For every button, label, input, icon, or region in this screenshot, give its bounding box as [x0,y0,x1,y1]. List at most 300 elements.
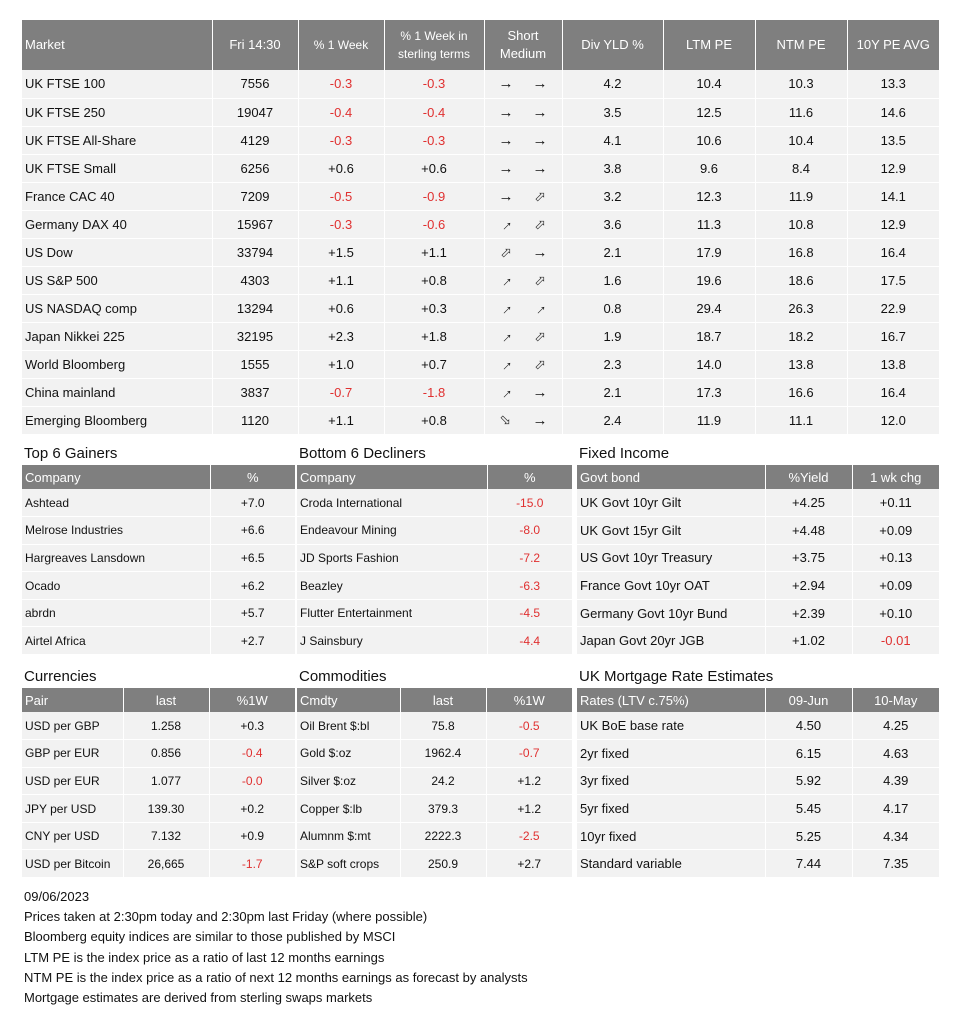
currency [22,767,295,795]
currencies-header-row [22,688,295,712]
decliners-col-company: Company [297,465,487,489]
bond-yield: +4.25 [765,489,852,517]
market-ntm-pe: 26.3 [755,294,847,322]
gainer [22,572,295,600]
decliners-body [297,489,572,655]
market-ntm-pe: 11.1 [755,406,847,434]
market-sterling-change: -0.9 [384,182,484,210]
decliner-name: Beazley [297,572,487,600]
mortgage-name: 5yr fixed [577,795,765,823]
market-div-yield: 2.3 [562,350,663,378]
market-week-change: +1.0 [298,350,384,378]
market-value: 3837 [212,378,298,406]
market-week-change: +0.6 [298,154,384,182]
sterling-header-line2: sterling terms [397,47,471,61]
decliner-pct: -15.0 [487,489,572,517]
mortgage-b: 7.35 [852,850,939,878]
commodity [297,795,572,823]
medium-header: Medium [499,46,547,61]
market-week-change: -0.3 [298,210,384,238]
gainers-header-row [22,465,295,489]
market-10y-pe-avg: 12.9 [847,210,939,238]
market-trend-arrows [484,182,562,210]
market-ltm-pe: 17.3 [663,378,755,406]
market-week-change: +1.1 [298,266,384,294]
market-sterling-change: -0.3 [384,126,484,154]
market-div-yield: 3.6 [562,210,663,238]
gainer-pct: +6.6 [210,517,295,545]
market-ntm-pe: 13.8 [755,350,847,378]
market-sterling-change: +0.7 [384,350,484,378]
mortgage-b: 4.39 [852,767,939,795]
note-line: Mortgage estimates are derived from sterling swaps markets [24,990,373,1006]
market-10y-pe-avg: 17.5 [847,266,939,294]
market-trend-arrows [484,350,562,378]
gainer [22,489,295,517]
bond-chg: +0.09 [852,572,939,600]
decliner-name: Endeavour Mining [297,517,487,545]
market-col-div: Div YLD % [562,20,663,70]
currency [22,740,295,768]
cmd-col-chg: %1W [486,688,572,712]
commodity-name: S&P soft crops [297,850,400,878]
arrow-up-right-icon: → [494,268,517,292]
market-sterling-change: -0.3 [384,70,484,98]
gainer [22,599,295,627]
decliner-name: JD Sports Fashion [297,544,487,572]
mortgage-a: 4.50 [765,712,852,740]
currency-chg: +0.3 [209,712,295,740]
fixed-income-table [577,465,939,655]
market-div-yield: 1.6 [562,266,663,294]
commodity-name: Silver $:oz [297,767,400,795]
market-trend-arrows [484,378,562,406]
bond-chg: -0.01 [852,627,939,655]
mortgage-b: 4.34 [852,822,939,850]
bond-chg: +0.11 [852,489,939,517]
market-10y-pe-avg: 22.9 [847,294,939,322]
currency-name: USD per Bitcoin [22,850,123,878]
gainer-pct: +7.0 [210,489,295,517]
commodity-last: 24.2 [400,767,486,795]
cmd-col-cmdty: Cmdty [297,688,400,712]
bond [577,599,939,627]
market-sterling-change: +0.3 [384,294,484,322]
market-ntm-pe: 8.4 [755,154,847,182]
gainers-body [22,489,295,655]
currency [22,850,295,878]
market-value: 7209 [212,182,298,210]
market-row [22,350,939,378]
market-sterling-change: +0.8 [384,406,484,434]
arrow-right-icon: → [498,187,514,205]
market-ltm-pe: 14.0 [663,350,755,378]
sterling-header-line1: % 1 Week in [400,29,468,43]
currency-last: 0.856 [123,740,209,768]
curr-col-last: last [123,688,209,712]
mort-col-rates: Rates (LTV c.75%) [577,688,765,712]
arrow-right-icon: → [498,75,514,93]
arrow-up-right-icon: → [494,212,517,236]
market-div-yield: 3.5 [562,98,663,126]
market-div-yield: 4.1 [562,126,663,154]
bond-name: UK Govt 15yr Gilt [577,517,765,545]
arrow-up-right-icon: → [494,380,517,404]
bond-yield: +3.75 [765,544,852,572]
commodities-header-row [297,688,572,712]
market-sterling-change: +0.8 [384,266,484,294]
decliner-name: Croda International [297,489,487,517]
commodity [297,712,572,740]
market-trend-arrows [484,210,562,238]
arrow-right-icon: → [532,103,548,121]
market-10y-pe-avg: 14.6 [847,98,939,126]
bond [577,544,939,572]
market-trend-arrows [484,70,562,98]
gainer-pct: +6.2 [210,572,295,600]
market-value: 4129 [212,126,298,154]
market-value: 19047 [212,98,298,126]
currency-name: CNY per USD [22,822,123,850]
market-row [22,406,939,434]
mortgage [577,795,939,823]
curr-col-chg: %1W [209,688,295,712]
market-trend-arrows [484,294,562,322]
market-div-yield: 2.1 [562,378,663,406]
arrow-up-right-icon: → [528,296,551,320]
market-10y-pe-avg: 14.1 [847,182,939,210]
market-col-short-medium [484,20,562,70]
bond-name: US Govt 10yr Treasury [577,544,765,572]
market-row [22,126,939,154]
mortgage-name: Standard variable [577,850,765,878]
gainer-pct: +5.7 [210,599,295,627]
market-ltm-pe: 12.5 [663,98,755,126]
market-col-sterling [384,20,484,70]
market-name: World Bloomberg [22,350,212,378]
decliner [297,627,572,655]
bond-name: UK Govt 10yr Gilt [577,489,765,517]
commodity [297,740,572,768]
fixed-income-title: Fixed Income [579,445,670,462]
market-sterling-change: +1.8 [384,322,484,350]
market-header-row [22,20,939,70]
market-row [22,182,939,210]
market-value: 7556 [212,70,298,98]
commodity-last: 1962.4 [400,740,486,768]
commodity-name: Alumnm $:mt [297,822,400,850]
gainer [22,544,295,572]
mortgage-name: UK BoE base rate [577,712,765,740]
short-header: Short [507,28,539,43]
decliner-pct: -4.4 [487,627,572,655]
market-10y-pe-avg: 12.0 [847,406,939,434]
cmd-col-last: last [400,688,486,712]
gainer [22,627,295,655]
commodities-table [297,688,572,878]
gainers-table [22,465,295,655]
market-div-yield: 3.8 [562,154,663,182]
gainers-col-pct: % [210,465,295,489]
market-trend-arrows [484,154,562,182]
arrow-right-icon: → [532,411,548,429]
market-div-yield: 2.4 [562,406,663,434]
market-sterling-change: +0.6 [384,154,484,182]
commodity-chg: -0.5 [486,712,572,740]
market-row [22,210,939,238]
bond-name: Germany Govt 10yr Bund [577,599,765,627]
currencies-title: Currencies [24,668,97,685]
hollow-arrow-up-right-icon: ⇨ [530,213,550,234]
mort-col-jun: 09-Jun [765,688,852,712]
hollow-arrow-down-right-icon: ⇨ [496,409,516,430]
curr-col-pair: Pair [22,688,123,712]
currency [22,795,295,823]
commodity-name: Gold $:oz [297,740,400,768]
decliners-col-pct: % [487,465,572,489]
market-name: China mainland [22,378,212,406]
arrow-up-right-icon: → [494,296,517,320]
market-week-change: -0.4 [298,98,384,126]
currency-chg: -0.0 [209,767,295,795]
currencies-body [22,712,295,878]
gainer-name: abrdn [22,599,210,627]
currency-name: USD per EUR [22,767,123,795]
market-trend-arrows [484,266,562,294]
commodity-last: 379.3 [400,795,486,823]
market-week-change: +1.1 [298,406,384,434]
fixed-income-header-row [577,465,939,489]
currency-last: 1.077 [123,767,209,795]
hollow-arrow-up-right-icon: ⇨ [530,353,550,374]
market-ltm-pe: 17.9 [663,238,755,266]
market-div-yield: 2.1 [562,238,663,266]
decliner [297,599,572,627]
decliners-header-row [297,465,572,489]
market-name: US S&P 500 [22,266,212,294]
currency-name: GBP per EUR [22,740,123,768]
hollow-arrow-up-right-icon: ⇨ [496,241,516,262]
mortgage-a: 5.45 [765,795,852,823]
bond [577,517,939,545]
currency-last: 26,665 [123,850,209,878]
bond [577,572,939,600]
commodity-last: 75.8 [400,712,486,740]
market-week-change: +1.5 [298,238,384,266]
currency-chg: -0.4 [209,740,295,768]
market-ntm-pe: 10.8 [755,210,847,238]
commodity-chg: -0.7 [486,740,572,768]
market-value: 13294 [212,294,298,322]
market-row [22,238,939,266]
mortgage-name: 2yr fixed [577,740,765,768]
market-ltm-pe: 10.6 [663,126,755,154]
decliner-name: J Sainsbury [297,627,487,655]
market-value: 1555 [212,350,298,378]
commodity [297,767,572,795]
decliner-name: Flutter Entertainment [297,599,487,627]
fixed-col-chg: 1 wk chg [852,465,939,489]
commodity-chg: +2.7 [486,850,572,878]
market-10y-pe-avg: 13.3 [847,70,939,98]
decliner [297,572,572,600]
commodity-last: 250.9 [400,850,486,878]
market-col-market: Market [22,20,212,70]
gainers-title: Top 6 Gainers [24,445,118,462]
currency-name: USD per GBP [22,712,123,740]
market-ltm-pe: 11.9 [663,406,755,434]
mort-col-may: 10-May [852,688,939,712]
hollow-arrow-up-right-icon: ⇨ [530,269,550,290]
hollow-arrow-up-right-icon: ⇨ [530,185,550,206]
mortgage-a: 6.15 [765,740,852,768]
market-ntm-pe: 10.3 [755,70,847,98]
market-col-week: % 1 Week [298,20,384,70]
mortgage-name: 10yr fixed [577,822,765,850]
market-sterling-change: -0.4 [384,98,484,126]
market-ntm-pe: 16.8 [755,238,847,266]
market-value: 4303 [212,266,298,294]
market-ltm-pe: 10.4 [663,70,755,98]
bond-chg: +0.09 [852,517,939,545]
market-col-avg: 10Y PE AVG [847,20,939,70]
bond-chg: +0.10 [852,599,939,627]
market-value: 6256 [212,154,298,182]
market-sterling-change: -0.6 [384,210,484,238]
market-name: UK FTSE 250 [22,98,212,126]
market-value: 32195 [212,322,298,350]
bond [577,627,939,655]
market-week-change: +2.3 [298,322,384,350]
currency [22,822,295,850]
market-name: Germany DAX 40 [22,210,212,238]
decliner-pct: -7.2 [487,544,572,572]
gainer-name: Ashtead [22,489,210,517]
market-col-fri: Fri 14:30 [212,20,298,70]
market-trend-arrows [484,98,562,126]
mortgage-title: UK Mortgage Rate Estimates [579,668,774,685]
market-ntm-pe: 11.6 [755,98,847,126]
market-trend-arrows [484,238,562,266]
market-row [22,98,939,126]
market-name: UK FTSE 100 [22,70,212,98]
gainer-pct: +2.7 [210,627,295,655]
market-name: UK FTSE Small [22,154,212,182]
gainer-pct: +6.5 [210,544,295,572]
market-10y-pe-avg: 13.5 [847,126,939,154]
market-week-change: +0.6 [298,294,384,322]
commodity [297,822,572,850]
bond [577,489,939,517]
mortgage-header-row [577,688,939,712]
bond-yield: +2.94 [765,572,852,600]
currency-chg: +0.9 [209,822,295,850]
arrow-right-icon: → [532,159,548,177]
currencies-table [22,688,295,878]
gainer-name: Hargreaves Lansdown [22,544,210,572]
decliner [297,517,572,545]
market-name: Japan Nikkei 225 [22,322,212,350]
commodities-title: Commodities [299,668,387,685]
market-col-ltm: LTM PE [663,20,755,70]
market-value: 1120 [212,406,298,434]
market-ltm-pe: 12.3 [663,182,755,210]
market-trend-arrows [484,406,562,434]
market-ltm-pe: 11.3 [663,210,755,238]
market-sterling-change: +1.1 [384,238,484,266]
gainers-col-company: Company [22,465,210,489]
bond-yield: +2.39 [765,599,852,627]
market-name: US Dow [22,238,212,266]
market-value: 33794 [212,238,298,266]
mortgage-name: 3yr fixed [577,767,765,795]
arrow-right-icon: → [498,103,514,121]
commodity [297,850,572,878]
decliner-pct: -6.3 [487,572,572,600]
market-ntm-pe: 11.9 [755,182,847,210]
commodity-name: Oil Brent $:bl [297,712,400,740]
decliner [297,544,572,572]
market-div-yield: 4.2 [562,70,663,98]
mortgage-b: 4.25 [852,712,939,740]
market-ntm-pe: 18.6 [755,266,847,294]
decliner [297,489,572,517]
currency-last: 7.132 [123,822,209,850]
market-ltm-pe: 9.6 [663,154,755,182]
market-name: Emerging Bloomberg [22,406,212,434]
mortgage [577,767,939,795]
market-ntm-pe: 10.4 [755,126,847,154]
mortgage [577,850,939,878]
commodity-last: 2222.3 [400,822,486,850]
currency-last: 1.258 [123,712,209,740]
arrow-right-icon: → [498,159,514,177]
footnotes [24,887,528,1008]
market-10y-pe-avg: 16.7 [847,322,939,350]
currency-last: 139.30 [123,795,209,823]
market-name: UK FTSE All-Share [22,126,212,154]
fixed-col-yield: %Yield [765,465,852,489]
arrow-right-icon: → [532,131,548,149]
market-trend-arrows [484,322,562,350]
gainer-name: Ocado [22,572,210,600]
market-10y-pe-avg: 16.4 [847,238,939,266]
market-ltm-pe: 29.4 [663,294,755,322]
market-ntm-pe: 16.6 [755,378,847,406]
mortgage-b: 4.63 [852,740,939,768]
currency [22,712,295,740]
commodity-name: Copper $:lb [297,795,400,823]
market-ntm-pe: 18.2 [755,322,847,350]
market-row [22,266,939,294]
currency-chg: +0.2 [209,795,295,823]
market-div-yield: 0.8 [562,294,663,322]
mortgage [577,740,939,768]
hollow-arrow-up-right-icon: ⇨ [530,325,550,346]
market-10y-pe-avg: 12.9 [847,154,939,182]
market-value: 15967 [212,210,298,238]
market-trend-arrows [484,126,562,154]
mortgage-a: 7.44 [765,850,852,878]
commodity-chg: -2.5 [486,822,572,850]
market-week-change: -0.5 [298,182,384,210]
arrow-right-icon: → [498,131,514,149]
currency-chg: -1.7 [209,850,295,878]
market-row [22,70,939,98]
market-row [22,154,939,182]
commodities-body [297,712,572,878]
bond-yield: +4.48 [765,517,852,545]
